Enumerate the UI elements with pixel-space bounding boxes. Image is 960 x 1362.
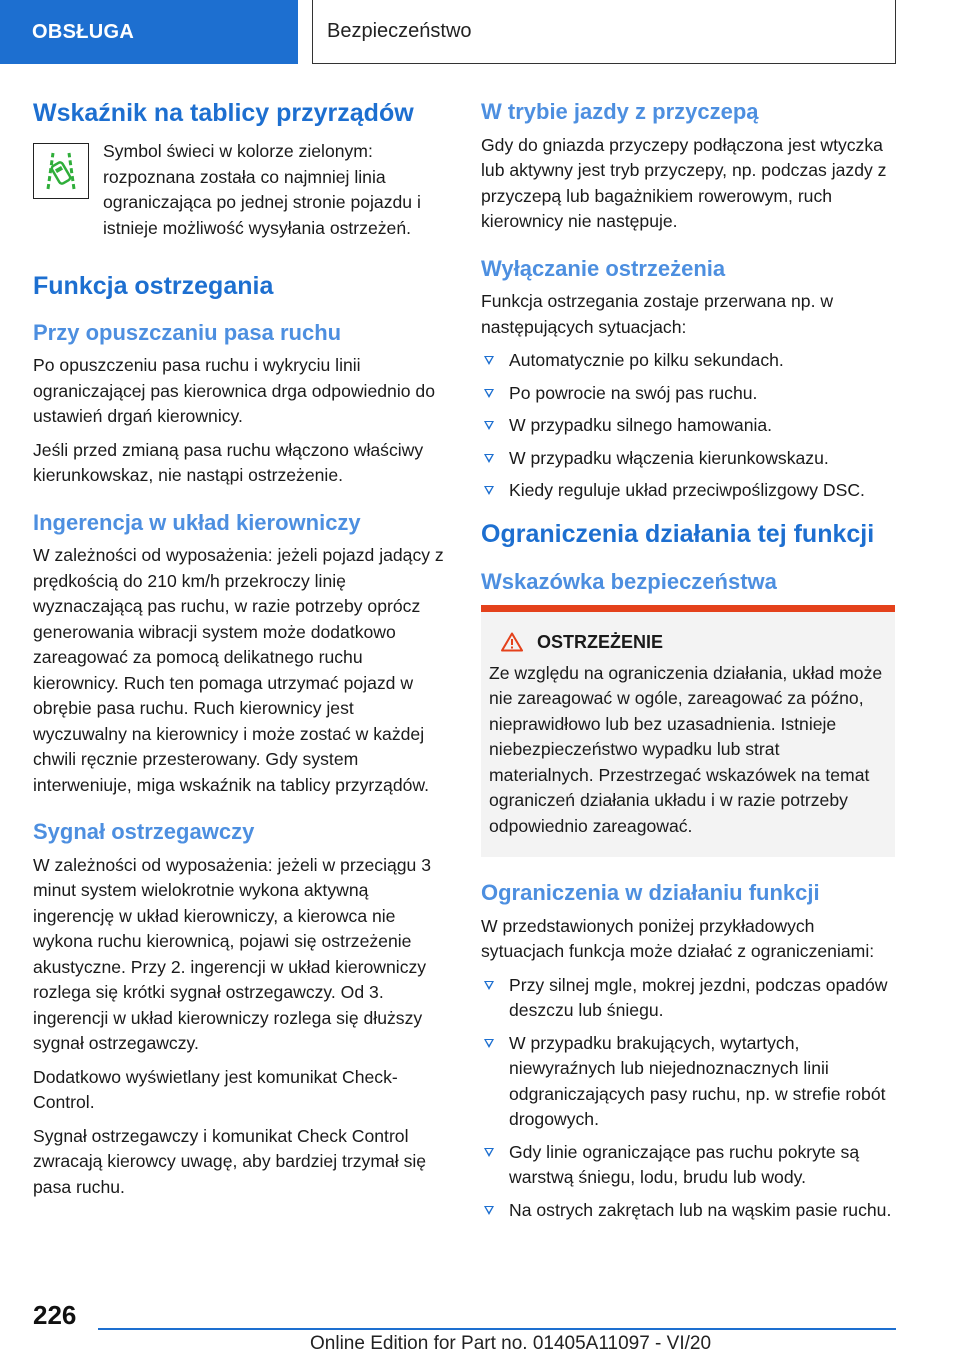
- triangle-bullet-icon: [484, 1039, 494, 1048]
- list-item: Przy silnej mgle, mokrej jezdni, podczas opadów deszczu lub śniegu.: [481, 973, 895, 1024]
- paragraph-signal-2: Dodatkowo wyświetlany jest komunikat Check-Control.: [33, 1066, 398, 1113]
- paragraph-signal-1: W zależności od wyposażenia: jeżeli w przeciągu 3 minut system wielokrotnie wykona aktywną ingerencję w układ kierowniczy, a kierowca nie wykona ruchu kierownicą, pojawi się ostrzeżenie akustyczne. Przy 2. ingerencji w układ kierowniczy rozlega się krótki sygnał ostrzegawczy. Od 3. ingerencji w układ kierowniczy rozlega się dłuższy sygnał ostrzegawczy.: [33, 854, 432, 1054]
- list-item: W przypadku silnego hamowania.: [481, 413, 895, 439]
- paragraph-signal-3: Sygnał ostrzegawczy i komunikat Check Control zwracają kierowcy uwagę, aby bardziej trzymał się pasa ruchu.: [33, 1125, 427, 1197]
- paragraph-leaving-1: Po opuszczeniu pasa ruchu i wykryciu linii ograniczającej pas kierownica drga odpowiednio do ustawień drgań kierownicy.: [33, 355, 435, 427]
- heading-indicator: Wskaźnik na tablicy przyrządów: [33, 99, 414, 127]
- paragraph-switch-off: Funkcja ostrzegania zostaje przerwana np. w następujących sytuacjach:: [481, 291, 834, 337]
- warning-title: OSTRZEŻENIE: [489, 632, 887, 653]
- list-item: W przypadku brakujących, wytartych, niewyraźnych lub niejednoznacznych linii odgraniczających pasy ruchu, np. w strefie robót drogowych.: [481, 1031, 895, 1133]
- heading-leaving-lane: Przy opuszczaniu pasa ruchu: [33, 319, 342, 345]
- footer-divider: [98, 1328, 896, 1330]
- list-item: Kiedy reguluje układ przeciwpoślizgowy DSC.: [481, 478, 895, 504]
- heading-signal: Sygnał ostrzegawczy: [33, 819, 255, 845]
- triangle-bullet-icon: [484, 981, 494, 990]
- right-column: [481, 98, 895, 1230]
- paragraph-trailer: Gdy do gniazda przyczepy podłączona jest wtyczka lub aktywny jest tryb przyczepy, np. podczas jazdy z przyczepą lub bagażnikiem rowerowym, ruch kierownicy nie następuje.: [481, 134, 887, 232]
- warning-box: [481, 605, 895, 858]
- paragraph-function-limits: W przedstawionych poniżej przykładowych sytuacjach funkcja może działać z ograniczeniami:: [481, 915, 875, 962]
- triangle-bullet-icon: [484, 421, 494, 430]
- section-header: [312, 0, 896, 64]
- switch-off-list: [481, 348, 895, 504]
- list-item: W przypadku włączenia kierunkowskazu.: [481, 446, 895, 472]
- triangle-bullet-icon: [484, 389, 494, 398]
- list-item: Po powrocie na swój pas ruchu.: [481, 381, 895, 407]
- heading-safety-note: Wskazówka bezpieczeństwa: [481, 568, 777, 594]
- warning-text: Ze względu na ograniczenia działania, układ może nie zareagować w ogóle, zareagować za późno, nieprawidłowo lub bez uzasadnienia. Istnieje niebezpieczeństwo wypadku lub strat materialnych. Przestrzegać wskazówek na temat ograniczeń działania układu i w razie potrzeby odpowiednio zareagować.: [489, 662, 883, 836]
- left-column: [33, 98, 449, 1208]
- section-label: Bezpieczeństwo: [327, 20, 472, 42]
- list-item: Gdy linie ograniczające pas ruchu pokryte są warstwą śniegu, lodu, brudu lub wody.: [481, 1140, 895, 1191]
- heading-steering: Ingerencja w układ kierowniczy: [33, 509, 361, 535]
- heading-trailer: W trybie jazdy z przyczepą: [481, 99, 759, 124]
- heading-warning-function: Funkcja ostrzegania: [33, 272, 274, 301]
- warning-triangle-icon: [501, 632, 523, 652]
- list-item: Na ostrych zakrętach lub na wąskim pasie ruchu.: [481, 1198, 895, 1224]
- chapter-tab[interactable]: [0, 0, 298, 64]
- limits-list: [481, 973, 895, 1224]
- edition-text: Online Edition for Part no. 01405A11097 - VI/20: [310, 1333, 712, 1354]
- heading-limits: Ograniczenia działania tej funkcji: [481, 519, 875, 548]
- heading-function-limits: Ograniczenia w działaniu funkcji: [481, 880, 820, 906]
- indicator-row: [33, 139, 449, 241]
- chapter-label: OBSŁUGA: [32, 20, 135, 43]
- page-number: 226: [33, 1300, 77, 1330]
- lane-departure-icon: [33, 143, 89, 199]
- triangle-bullet-icon: [484, 1148, 494, 1157]
- triangle-bullet-icon: [484, 356, 494, 365]
- paragraph-steering: W zależności od wyposażenia: jeżeli pojazd jadący z prędkością do 210 km/h przekroczy linię wyznaczającą pas ruchu, w razie potrzeby oprócz generowania wibracji system może dodatkowo zareagować za pomocą delikatnego ruchu kierownicy. Ruch ten pomaga utrzymać pojazd w obrębie pasa ruchu. Ruch kierownicy jest wyczuwalny na kierownicy i może zostać w każdej chwili ręcznie przesterowany. Gdy system interweniuje, miga wskaźnik na tablicy przyrządów.: [33, 545, 444, 795]
- indicator-text: Symbol świeci w kolorze zielonym: rozpoznana została co najmniej linia ograniczająca po jednej stronie pojazdu i istnieje możliwość wysyłania ostrzeżeń.: [103, 141, 421, 238]
- triangle-bullet-icon: [484, 454, 494, 463]
- paragraph-leaving-2: Jeśli przed zmianą pasa ruchu włączono właściwy kierunkowskaz, nie nastąpi ostrzeżenie.: [33, 439, 424, 486]
- list-item: Automatycznie po kilku sekundach.: [481, 348, 895, 374]
- triangle-bullet-icon: [484, 1206, 494, 1215]
- heading-switch-off: Wyłączanie ostrzeżenia: [481, 255, 726, 281]
- triangle-bullet-icon: [484, 486, 494, 495]
